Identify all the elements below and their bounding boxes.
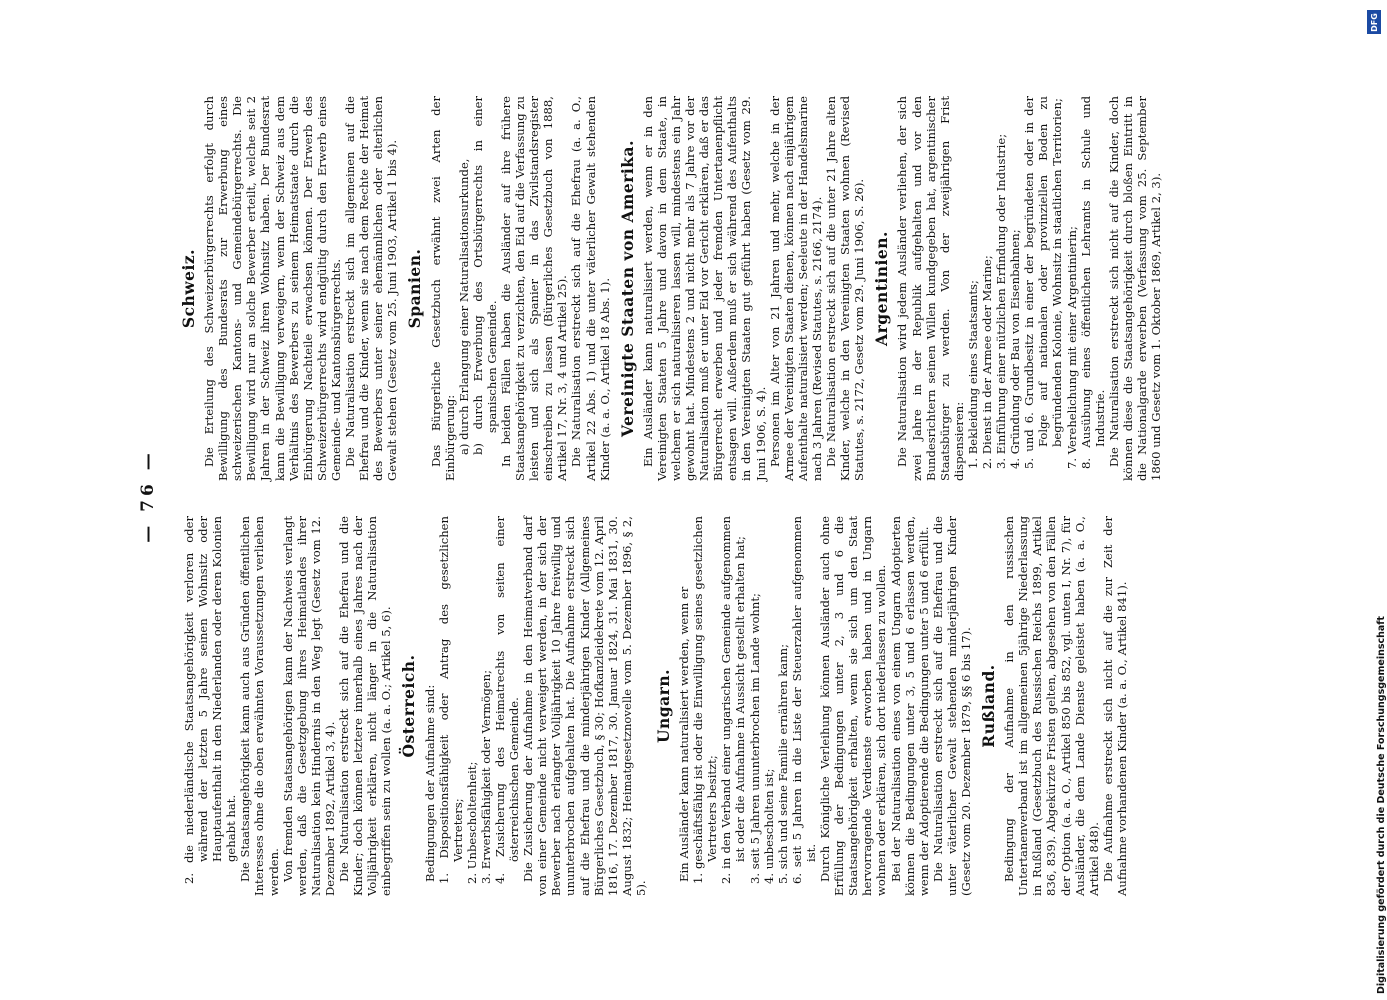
paragraph: Von fremden Staatsangehörigen kann der Nachweis verlangt werden, daß die Gesetzgebung ihres Heimatlandes ihrer Naturalisation kein Hindernis in den Weg legt (Gesetz vom 12. Dezember 1892, Artikel 3, 4).: [280, 516, 337, 896]
list-item: 2. Dienst in der Armee oder Marine;: [979, 255, 994, 469]
list-item: 4. Zusicherung des Heimatrechts von seiten einer österreichischen Gemeinde.: [492, 516, 522, 884]
right-column: [179, 96, 1164, 481]
list-item: 4. unbescholten ist;: [761, 768, 776, 884]
list-item: 3. Erwerbsfähigkeit oder Vermögen;: [478, 669, 493, 884]
paragraph: Durch Königliche Verleihung können Ausländer auch ohne Erfüllung der Bedingungen unter 2, 3 und 6 die Staatsangehörigkeit erhalten, wenn sie sich um den Staat hervorragende Verdienste erworben haben und in Ungarn wohnen oder erklären, sich dort niederlassen zu wollen.: [818, 516, 889, 896]
heading-usa: Vereinigte Staaten von Amerika.: [617, 140, 637, 437]
list-item: 2. in den Verband einer ungarischen Gemeinde aufgenommen ist oder die Aufnahme in Aussicht gestellt erhalten hat;: [719, 516, 748, 884]
heading-argentina: Argentinien.: [872, 231, 892, 346]
paragraph: Ein Ausländer kann naturalisiert werden, wenn er: [677, 586, 692, 882]
list-item: 3. Einführung einer nützlichen Erfindung oder Industrie;: [994, 133, 1009, 469]
paragraph: Die Naturalisation erstreckt sich auf die Ehefrau (a. a. O., Artikel 22 Abs. 1) und die unter väterlicher Gewalt stehenden Kinder (a. a. O., Artikel 18 Abs. 1).: [569, 96, 612, 481]
rotated-document-page: [120, 71, 1320, 921]
paragraph: Die Zusicherung der Aufnahme in den Heimatverband darf von einer Gemeinde nicht verweigert werden, in der sich der Bewerber nach erlangter Volljährigkeit 10 Jahre freiwillig und ununterbrochen aufgehalten hat. Die Aufnahme erstreckt sich auf die Ehefrau und die minderjährigen Kinder (Allgemeines Bürgerliches Gesetzbuch, § 30; Hofkanzleidekrete vom 12. April 1816, 17. Dezember 1817, 30. Januar 1824, 31. Mai 1831, 30. August 1832; Heimatgesetznovelle vom 5. Dezember 1896, § 2, 5).: [521, 516, 648, 896]
paragraph: Die Naturalisation wird jedem Ausländer verliehen, der sich zwei Jahre in der Republik aufgehalten und vor den Bundesrichtern seinen Willen kundgegeben hat, argentinischer Staatsbürger zu werden. Von der zweijährigen Frist dispensieren:: [895, 96, 966, 481]
paragraph: In beiden Fällen haben die Ausländer auf ihre frühere Staatsangehörigkeit zu verzichten, den Eid auf die Verfassung zu leisten und sich als Spanier in das Zivilstandsregister einschreiben zu lassen (Bürgerliches Gesetzbuch von 1888, Artikel 17, Nr. 3, 4 und Artikel 25).: [498, 96, 570, 481]
paragraph: Ein Ausländer kann naturalisiert werden, wenn er in den Vereinigten Staaten 5 Jahre und davon in dem Staate, in welchem er sich naturalisieren lassen will, mindestens ein Jahr gewohnt hat. Mindestens 2 und nicht mehr als 7 Jahre vor der Naturalisation muß er unter Eid vor Gericht erklären, daß er das Bürgerrecht erwerben und jeder fremden Untertanenpflicht entsagen will. Außerdem muß er sich während des Aufenthalts in den Vereinigten Staaten gut geführt haben (Gesetz vom 29. Juni 1906, S. 4).: [640, 96, 768, 481]
dfg-funding-notice: Digitalisierung gefördert durch die Deutsche Forschungsgemeinschaft: [1376, 616, 1387, 994]
list-item: 1. geschäftsfähig ist oder die Einwilligung seines gesetzlichen Vertreters besitzt;: [691, 516, 720, 884]
paragraph: Die Naturalisation erstreckt sich nicht auf die Kinder, doch können diese die Staatsangehörigkeit durch bloßen Eintritt in die Nationalgarde erwerben (Verfassung vom 25. September 1860 und Gesetz vom 1. Oktober 1869, Artikel 2, 3).: [1106, 96, 1164, 481]
dfg-logo: [1367, 10, 1381, 34]
paragraph: Die Naturalisation erstreckt sich im allgemeinen auf die Ehefrau und die Kinder, wenn sie nach dem Rechte der Heimat des Bewerbers unter seiner ehemännlichen oder elterlichen Gewalt stehen (Gesetz vom 25. Juni 1903, Artikel 1 bis 4).: [343, 96, 400, 481]
list-item: 8. Ausübung eines öffentlichen Lehramts in Schule und Industrie.: [1078, 96, 1107, 469]
paragraph: Die Staatsangehörigkeit kann auch aus Gründen öffentlichen Interesses ohne die oben erwähnten Voraussetzungen verliehen werden.: [238, 516, 281, 896]
heading-russia: Rußland.: [979, 664, 999, 748]
paragraph: Die Erteilung des Schweizerbürgerrechts erfolgt durch Bewilligung des Bundesrats zur Erwerbung eines schweizerischen Kantons- und Gemeindebürgerrechts. Die Bewilligung wird nur an solche Bewerber erteilt, welche seit 2 Jahren in der Schweiz ihren Wohnsitz haben. Der Bundesrat kann die Bewilligung verweigern, wenn der Schweiz aus dem Verhältnis des Bewerbers zu seinem Heimatstaate durch die Einbürgerung Nachteile erwachsen können. Der Erwerb des Schweizerbürgerrechts wird endgültig durch den Erwerb eines Gemeinde- und Kantonsbürgerrechts.: [202, 96, 343, 481]
page-number: — 76 —: [138, 449, 158, 543]
paragraph: Die Naturalisation erstreckt sich auf die Ehefrau und die unter väterlicher Gewalt stehenden minderjährigen Kinder (Gesetz vom 20. Dezember 1879, §§ 6 bis 17).: [930, 516, 973, 896]
heading-switzerland: Schweiz.: [179, 248, 198, 329]
paragraph: Die Naturalisation erstreckt sich auf die Ehefrau und die Kinder; doch können letztere innerhalb eines Jahres nach der Volljährigkeit erklären, nicht länger in die Naturalisation einbegriffen sein zu wollen (a. a. O.; Artikel 5, 6).: [337, 516, 394, 896]
heading-spain: Spanien.: [405, 248, 425, 329]
list-item: 2. Unbescholtenheit;: [464, 761, 479, 884]
list-item: 6. seit 5 Jahren in die Liste der Steuerzahler aufgenommen ist.: [789, 516, 818, 884]
list-item: 3. seit 5 Jahren ununterbrochen im Lande wohnt;: [747, 593, 762, 884]
netherlands-item-2: 2. die niederländische Staatsangehörigkeit verloren oder während der letzten 5 Jahre seinen Wohnsitz oder Hauptaufenthalt in den Niederlanden oder deren Kolonien gehabt hat.: [182, 516, 239, 884]
list-item: 1. Bekleidung eines Staatsamts;: [965, 280, 980, 469]
paragraph: Bei der Naturalisation eines von einem Ungarn Adoptierten können die Bedingungen unter 3, 5 und 6 erlassen werden, wenn der Adoptierende die Bedingungen unter 5 und 6 erfüllt.: [888, 516, 931, 896]
list-item: 5. und 6. Grundbesitz in einer der begründeten oder in der Folge auf nationalen oder provinziellen Boden zu begründenden Kolonie, Wohnsitz in staatlichen Territorien;: [1022, 96, 1065, 469]
list-item: b) durch Erwerbung des Ortsbürgerrechts in einer spanischen Gemeinde.: [470, 96, 499, 455]
heading-hungary: Ungarn.: [654, 669, 673, 743]
paragraph: Bedingung der Aufnahme in den russischen Untertanenverband ist im allgemeinen 5jährige Niederlassung in Rußland (Gesetzbuch des Russischen Reichs 1899, Artikel 836, 839). Abgekürzte Fristen gelten, abgesehen von den Fällen der Option (a. a. O., Artikel 850 bis 852, vgl. unten I, Nr. 7), für Ausländer, die dem Lande Dienste geleistet haben (a. a. O., Artikel 848).: [1002, 516, 1101, 896]
heading-austria: Österreich.: [399, 654, 419, 758]
list-item: 4. Gründung oder Bau von Eisenbahnen;: [1008, 229, 1023, 469]
paragraph: Die Aufnahme erstreckt sich nicht auf die zur Zeit der Aufnahme vorhandenen Kinder (a. a. O., Artikel 841).: [1100, 516, 1129, 896]
list-item: 7. Verehelichung mit einer Argentinierin;: [1064, 226, 1079, 469]
left-column: [182, 516, 1129, 896]
list-item: 5. sich und seine Familie ernähren kann;: [775, 643, 790, 884]
paragraph: Das Bürgerliche Gesetzbuch erwähnt zwei Arten der Einbürgerung:: [428, 96, 457, 481]
dfg-logo-text: DFG: [1369, 12, 1379, 32]
list-item: 1. Dispositionsfähigkeit oder Antrag des gesetzlichen Vertreters;: [436, 516, 465, 884]
list-item: a) durch Erlangung einer Naturalisationsurkunde,: [456, 158, 471, 455]
paragraph: Bedingungen der Aufnahme sind:: [422, 684, 437, 882]
paragraph: Die Naturalisation erstreckt sich auf die unter 21 Jahre alten Kinder, welche in den Vereinigten Staaten wohnen (Revised Statutes, s. 2172, Gesetz vom 29. Juni 1906, S. 26).: [824, 96, 867, 481]
paragraph: Personen im Alter von 21 Jahren und mehr, welche in der Armee der Vereinigten Staaten dienen, können nach einjährigem Aufenthalte naturalisiert werden; Seeleute in der Handelsmarine nach 3 Jahren (Revised Statutes, s. 2166, 2174).: [767, 96, 824, 481]
